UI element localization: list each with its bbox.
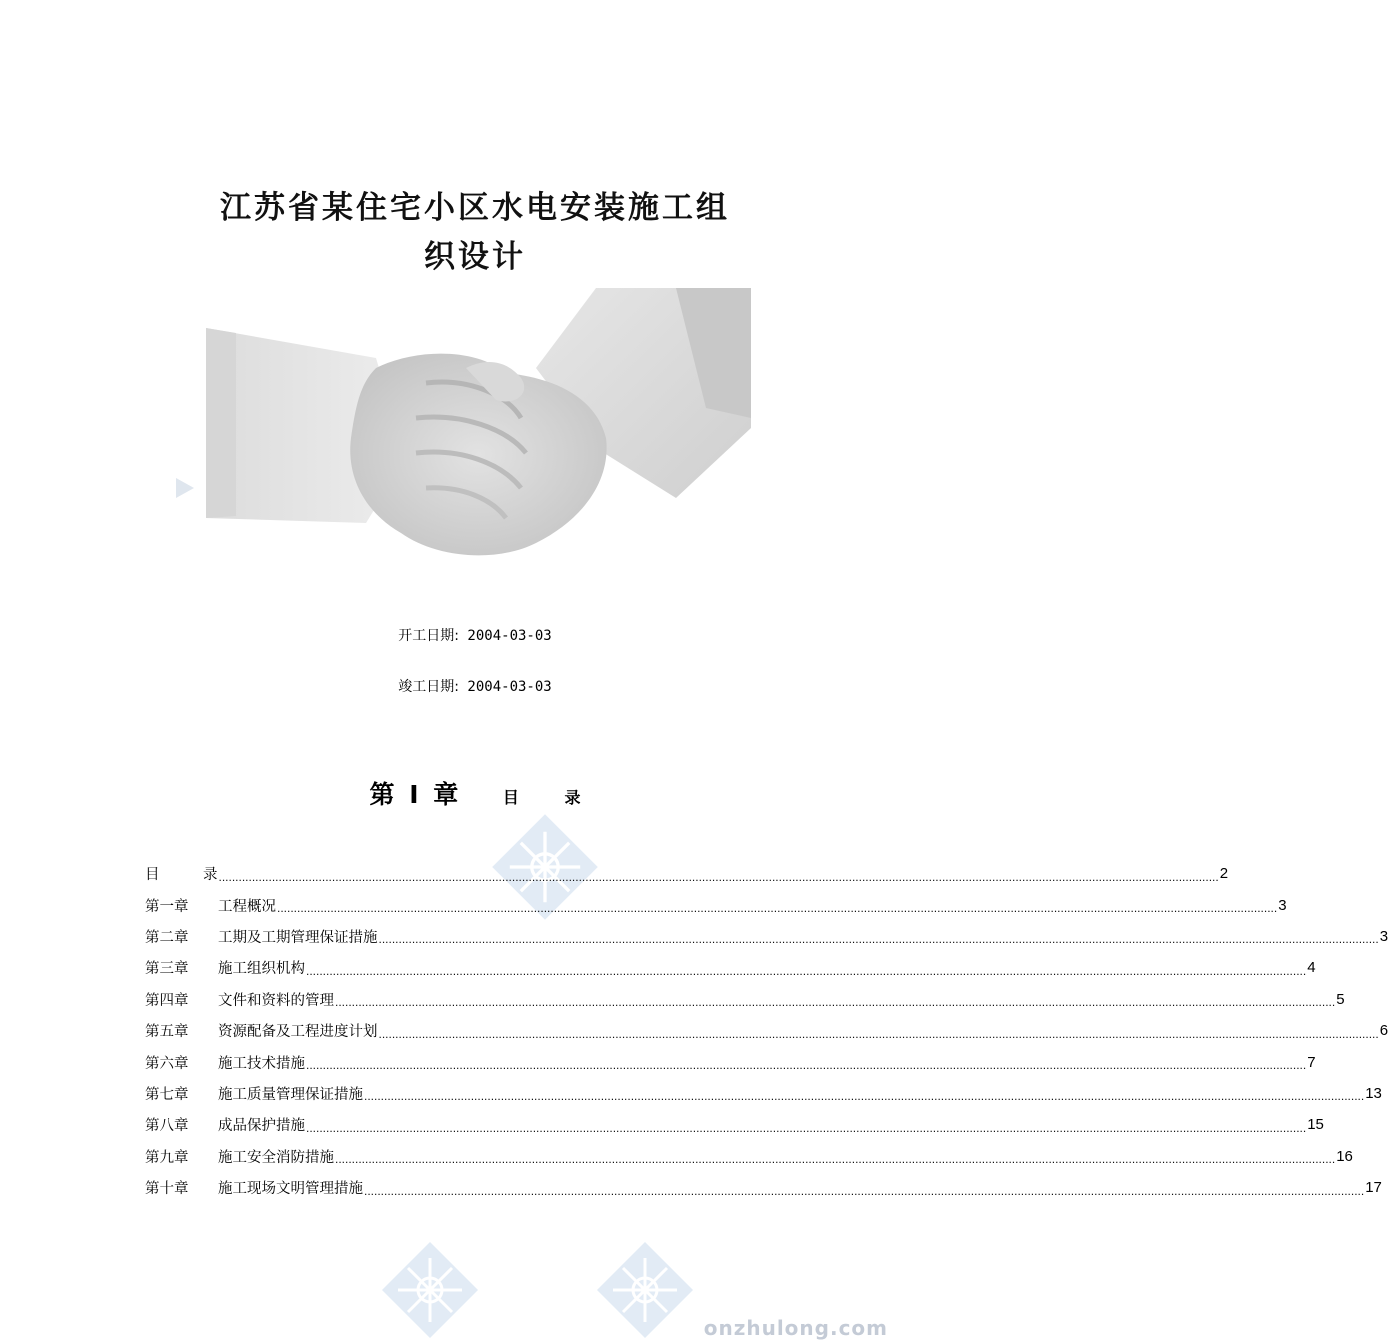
toc-chapter-number: 第六章	[145, 1055, 189, 1072]
toc-entry[interactable]	[145, 921, 1388, 952]
toc-entry[interactable]	[145, 952, 1316, 983]
toc-page-number: 5	[1336, 990, 1345, 1008]
start-date-value: 2004-03-03	[467, 628, 552, 644]
handshake-illustration	[176, 288, 756, 573]
start-date-line	[0, 625, 950, 645]
toc-page-number: 13	[1365, 1084, 1382, 1102]
toc-chapter-number: 第九章	[145, 1149, 189, 1166]
toc-chapter-title: 施工安全消防措施	[218, 1149, 334, 1166]
toc-entry[interactable]	[145, 889, 1287, 920]
toc-leader-dots: ............................................................................................................................................................................................................................................................................................................	[364, 1183, 1365, 1198]
toc-chapter-title: 施工现场文明管理措施	[218, 1181, 363, 1198]
toc-page-number: 4	[1307, 959, 1316, 977]
toc-leader-dots: ............................................................................................................................................................................................................................................................................................................	[378, 932, 1379, 947]
toc-entry[interactable]	[145, 858, 1229, 889]
toc-page-number: 7	[1307, 1053, 1316, 1071]
toc-chapter-number: 第一章	[145, 898, 189, 915]
chapter-heading	[0, 775, 950, 811]
end-date-value: 2004-03-03	[467, 679, 552, 695]
toc-chapter-title: 施工组织机构	[218, 961, 305, 978]
toc-leader-dots: ............................................................................................................................................................................................................................................................................................................	[378, 1026, 1379, 1041]
toc-entry[interactable]	[145, 984, 1345, 1015]
chapter-label-b: 录	[564, 788, 581, 807]
toc-entry[interactable]	[145, 1078, 1382, 1109]
chapter-number: 第 I 章	[369, 780, 462, 809]
chapter-label-a: 目	[502, 788, 519, 807]
toc-chapter-title: 成品保护措施	[218, 1118, 305, 1135]
table-of-contents	[145, 858, 1388, 1203]
toc-entry[interactable]	[145, 1046, 1316, 1077]
toc-leader-dots: ............................................................................................................................................................................................................................................................................................................	[277, 901, 1278, 916]
document-title-line-2: 织设计	[424, 239, 526, 275]
toc-leader-dots: ............................................................................................................................................................................................................................................................................................................	[306, 1120, 1307, 1135]
snowflake-logo-icon	[380, 1240, 480, 1340]
toc-leader-dots: ............................................................................................................................................................................................................................................................................................................	[306, 963, 1307, 978]
toc-chapter-title: 工期及工期管理保证措施	[218, 929, 378, 946]
toc-chapter-number: 第四章	[145, 992, 189, 1009]
toc-chapter-number: 第八章	[145, 1118, 189, 1135]
toc-entry[interactable]	[145, 1015, 1388, 1046]
snowflake-logo-icon	[595, 1240, 695, 1340]
document-title-line-1: 江苏省某住宅小区水电安装施工组	[220, 190, 730, 226]
toc-page-number: 2	[1219, 865, 1229, 883]
toc-page-number: 15	[1307, 1116, 1324, 1134]
toc-entry[interactable]	[145, 1109, 1324, 1140]
end-date-label: 竣工日期:	[398, 679, 459, 695]
toc-leader-dots: ............................................................................................................................................................................................................................................................................................................	[335, 1152, 1336, 1167]
toc-chapter-title: 录	[203, 867, 218, 884]
toc-chapter-number: 目	[145, 867, 160, 884]
toc-chapter-number: 第五章	[145, 1024, 189, 1041]
toc-chapter-title: 施工质量管理保证措施	[218, 1086, 363, 1103]
toc-chapter-number: 第七章	[145, 1086, 189, 1103]
toc-chapter-title: 文件和资料的管理	[218, 992, 334, 1009]
toc-page-number: 16	[1336, 1147, 1353, 1165]
toc-chapter-title: 资源配备及工程进度计划	[218, 1024, 378, 1041]
toc-chapter-title: 工程概况	[218, 898, 276, 915]
toc-leader-dots: ............................................................................................................................................................................................................................................................................................................	[218, 869, 1219, 884]
toc-leader-dots: ............................................................................................................................................................................................................................................................................................................	[335, 995, 1336, 1010]
toc-chapter-number: 第十章	[145, 1181, 189, 1198]
watermark-text: onzhulong.com	[703, 1316, 888, 1340]
toc-chapter-title: 施工技术措施	[218, 1055, 305, 1072]
toc-entry[interactable]	[145, 1141, 1353, 1172]
end-date-line	[0, 676, 950, 696]
toc-page-number: 3	[1278, 896, 1287, 914]
toc-leader-dots: ............................................................................................................................................................................................................................................................................................................	[306, 1058, 1307, 1073]
toc-page-number: 3	[1379, 927, 1388, 945]
toc-chapter-number: 第二章	[145, 929, 189, 946]
toc-chapter-number: 第三章	[145, 961, 189, 978]
toc-leader-dots: ............................................................................................................................................................................................................................................................................................................	[364, 1089, 1365, 1104]
toc-entry[interactable]	[145, 1172, 1382, 1203]
toc-page-number: 17	[1365, 1179, 1382, 1197]
start-date-label: 开工日期:	[398, 628, 459, 644]
toc-page-number: 6	[1379, 1022, 1388, 1040]
